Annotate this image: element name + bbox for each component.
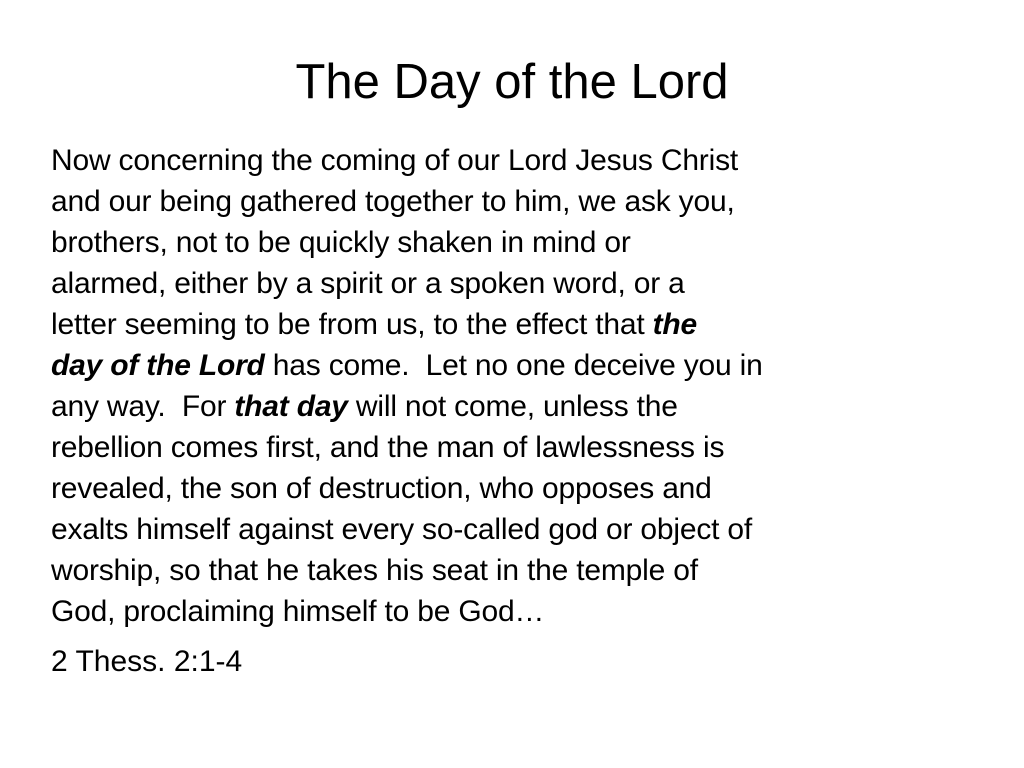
passage-line [51,181,981,222]
passage-text: will not come, unless the [347,390,678,423]
passage-line [51,550,981,591]
passage-text: worship, so that he takes his seat in the temple of [51,554,698,587]
passage-text: rebellion comes first, and the man of lawlessness is [51,431,725,464]
passage-line [51,263,981,304]
passage-text: alarmed, either by a spirit or a spoken word, or a [51,267,685,300]
emphasized-phrase: day of the Lord [51,349,265,382]
passage-line [51,304,981,345]
passage-line [51,427,981,468]
passage-text: brothers, not to be quickly shaken in mind or [51,226,631,259]
passage-line [51,222,981,263]
passage-line [51,345,981,386]
scripture-reference: 2 Thess. 2:1-4 [51,645,243,678]
passage-line [51,140,981,181]
passage-text: letter seeming to be from us, to the effect that [51,308,653,341]
passage-text: has come. Let no one deceive you in [264,349,763,382]
passage-text: and our being gathered together to him, we ask you, [51,185,735,218]
emphasized-phrase: that day [234,390,348,423]
passage-text: Now concerning the coming of our Lord Jesus Christ [51,144,739,177]
passage-line [51,386,981,427]
passage-line [51,591,981,632]
passage-text: revealed, the son of destruction, who opposes and [51,472,712,505]
passage-text: exalts himself against every so-called god or object of [51,513,753,546]
passage-text: God, proclaiming himself to be God… [51,595,545,628]
passage-line [51,509,981,550]
passage-text: any way. For [51,390,235,423]
slide-title: The Day of the Lord [295,55,729,109]
passage-line [51,468,981,509]
scripture-passage [51,140,981,632]
emphasized-phrase: the [652,308,698,341]
